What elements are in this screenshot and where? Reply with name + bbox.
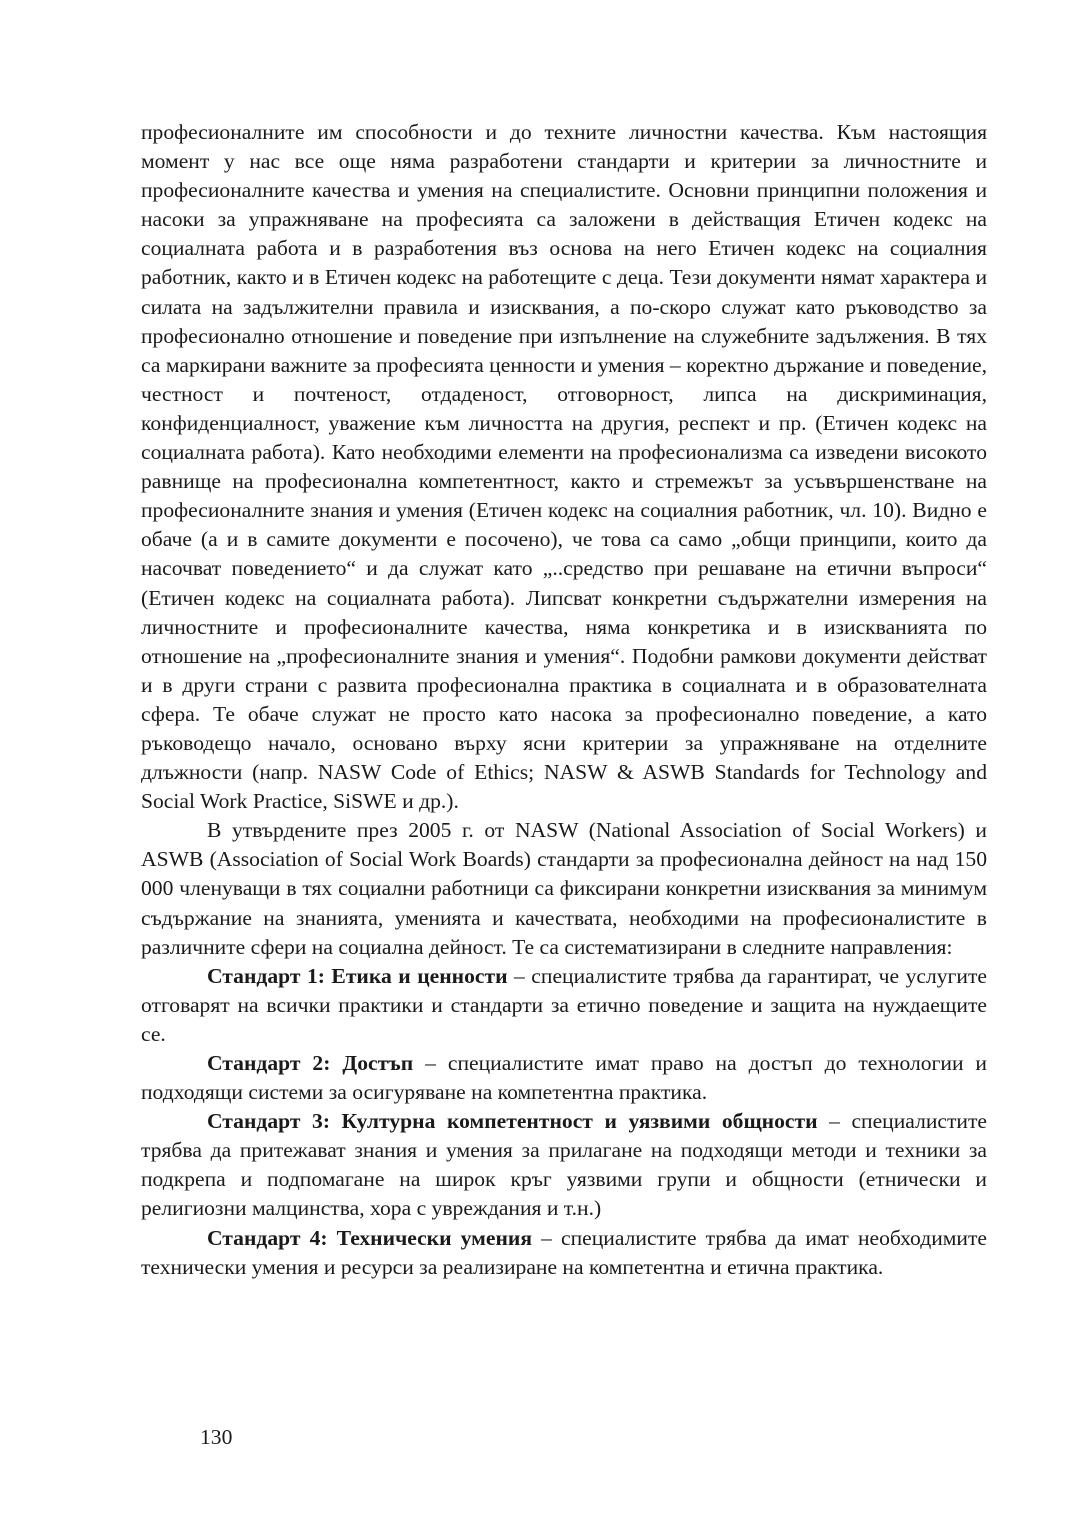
body-text (141, 118, 987, 1282)
standard-2 (141, 1049, 987, 1107)
standard-2-text: – специалистите имат право на достъп до технологии и подходящи системи за осигуряване на компетентна практика. (141, 1051, 987, 1105)
paragraph-1: професионалните им способности и до техните личностни качества. Към настоящия момент у нас все още няма разработени стандарти и критерии за личностните и професионалните качества и умения на специалистите. Основни принципни положения и насоки за упражняване на професията са заложени в действащия Етичен кодекс на социалната работа и в разработения въз основа на него Етичен кодекс на социалния работник, както и в Етичен кодекс на работещите с деца. Тези документи нямат характера и силата на задължителни правила и изисквания, а по-скоро служат като ръководство за професионално отношение и поведение при изпълнение на служебните задължения. В тях са маркирани важните за професията ценности и умения – коректно държание и поведение, честност и почтеност, отдаденост, отговорност, липса на дискриминация, конфиденциалност, уважение към личността на другия, респект и пр. (Етичен кодекс на социалната работа). Като необходими елементи на професионализма са изведени високото равнище на професионална компетентност, както и стремежът за усъвършенстване на професионалните знания и умения (Етичен кодекс на социалния работник, чл. 10). Видно е обаче (а и в самите документи е посочено), че това са само „общи принципи, които да насочват поведението“ и да служат като „..средство при решаване на етични въпроси“ (Етичен кодекс на социалната работа). Липсват конкретни съдържателни измерения на личностните и професионалните качества, няма конкретика и в изискванията по отношение на „професионалните знания и умения“. Подобни рамкови документи действат и в други страни с развита професионална практика в социалната и в образователната сфера. Те обаче служат не просто като насока за професионално поведение, а като ръководещо начало, основано върху ясни критерии за упражняване на отделните длъжности (напр. NASW Code of Ethics; NASW & ASWB Standards for Technology and Social Work Practice, SiSWE и др.). (141, 120, 987, 814)
paragraph-2: В утвърдените през 2005 г. от NASW (National Association of Social Workers) и ASWB (Association of Social Work Boards) стандарти за професионална дейност на над 150 000 членуващи в тях социални работници са фиксирани конкретни изисквания за минимум съдържание на знанията, уменията и качествата, необходими на професионалистите в различните сфери на социална дейност. Те са систематизирани в следните направления: (141, 818, 987, 959)
standard-4-text: – специалистите трябва да имат необходимите технически умения и ресурси за реализиране на компетентна и етична практика. (141, 1225, 987, 1279)
standard-2-title: Стандарт 2: Достъп (207, 1051, 414, 1075)
standard-4-title: Стандарт 4: Технически умения (207, 1225, 533, 1250)
standard-1 (141, 962, 987, 1049)
page-number: 130 (200, 1425, 233, 1449)
standard-3-text: – специалистите трябва да притежават знания и умения за прилагане на подходящи методи и техники за подкрепа и подпомагане на широк кръг уязвими групи и общности (етнически и религиозни малцинства, хора с увреждания и т.н.) (141, 1109, 987, 1221)
standard-3-title: Стандарт 3: Културна компетентност и уязвими общности (207, 1109, 818, 1134)
standard-1-title: Стандарт 1: Етика и ценности (207, 963, 508, 988)
standard-1-text: – специалистите трябва да гарантират, че услугите отговарят на всички практики и стандарти за етично поведение и защита на нуждаещите се. (141, 963, 987, 1046)
standard-3 (141, 1107, 987, 1223)
page-body (141, 118, 987, 1282)
standard-4 (141, 1224, 987, 1282)
